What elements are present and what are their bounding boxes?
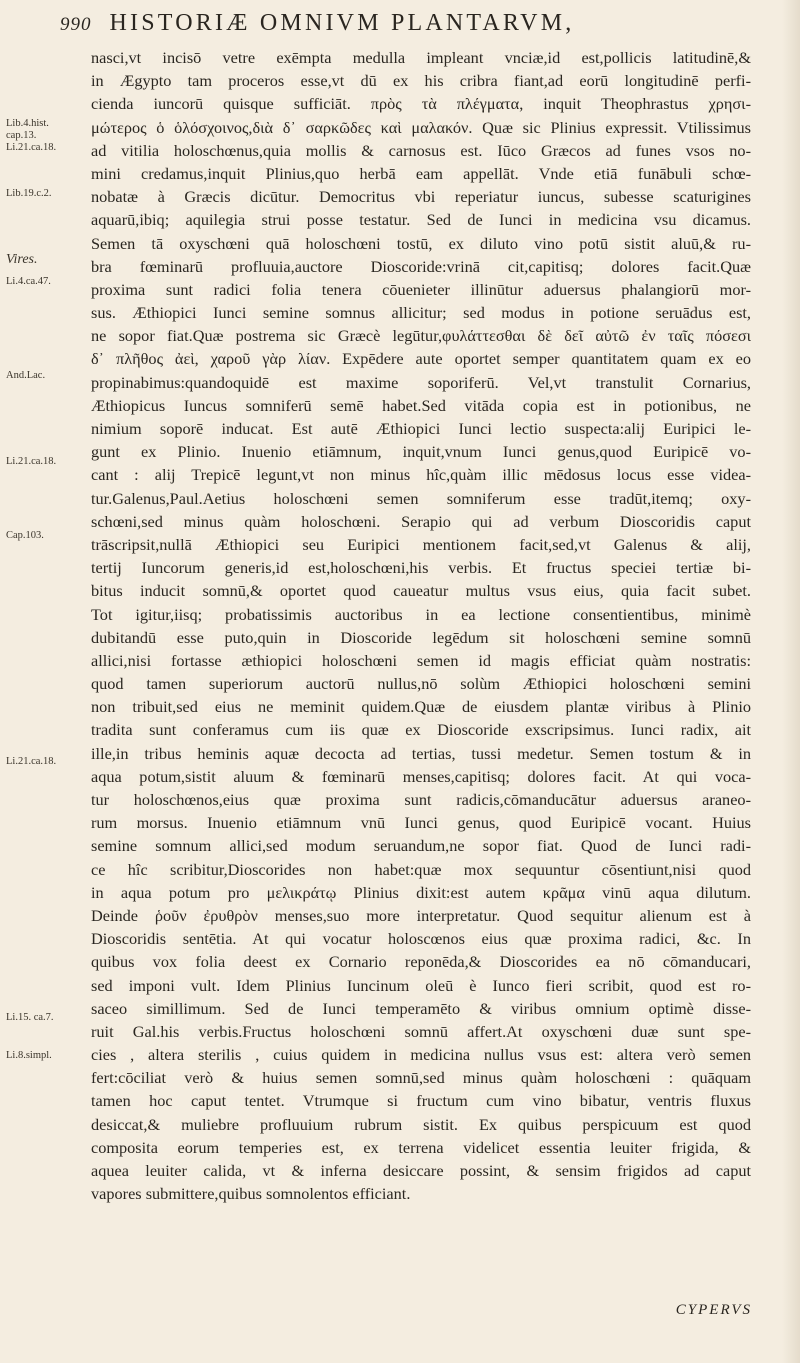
margin-note: Li.21.ca.18. — [6, 456, 57, 467]
text-line: nobatæ à Græcis dicūtur. Democritus vbi reperiatur iuncus, subesse scaturigines — [91, 187, 751, 207]
running-title: HISTORIÆ OMNIVM PLANTARVM, — [109, 10, 575, 36]
text-line: mini credamus,inquit Plinius,quo herbā eam appellāt. Vnde etiā funābuli schœ- — [91, 163, 751, 183]
text-line: cant : alij Trepicē legunt,vt non minus hîc,quàm illic mēdosus locus esse videa- — [91, 465, 751, 485]
text-line: ille,in tribus heminis aquæ decocta ad tertias, tussi medetur. Semen tostum & in — [91, 743, 751, 763]
margin-note: And.Lac. — [6, 370, 46, 381]
text-line: δ᾽ πλῆθος ἀεὶ, χαροῦ γὰρ λίαν. Expēdere aute oportet semper quantitatem quam ex eo — [91, 349, 751, 369]
text-line: μώτερος ὁ ὁλόσχοινος,διὰ δ᾽ σαρκῶδες καὶ μαλακόν. Quæ sic Plinius expressit. Vtilissimus — [91, 117, 751, 137]
text-line: quibus vox folia deest ex Cornario reponēda,& Dioscorides ea nō cōmanducari, — [91, 952, 751, 972]
text-line: Semen tā oxyschœni quā holoschœni tostū, ex diluto vino potū sistit aluū,& ru- — [91, 233, 751, 253]
text-line: fert:cōciliat verò & huius semen somnū,sed minus quàm holoschœni : quāquam — [91, 1068, 751, 1088]
text-line: tur.Galenus,Paul.Aetius holoschœni semen somniferum esse tradūt,itemq; oxy- — [91, 488, 751, 508]
text-line: propinabimus:quandoquidē est maxime soporiferū. Vel,vt transtulit Cornarius, — [91, 372, 751, 392]
margin-note: Lib.4.hist. cap.13. Li.21.ca.18. — [6, 118, 57, 153]
text-line: aqua potum,sistit aluum & fœminarū menses,capitisq; dolores facit. At qui voca- — [91, 766, 751, 786]
text-line: rum morsus. Inuenio etiāmnum vnū Iunci genus, quod Euripicē vocant. Huius — [91, 813, 751, 833]
text-line: tertij Iuncorum generis,id est,holoschœni,his verbis. Et fructus speciei tertiæ bi- — [91, 558, 751, 578]
text-line: tradita sunt conferamus cum iis quæ ex Dioscoride exscripsimus. Iunci radix, ait — [91, 720, 751, 740]
text-line: ne sopor fiat.Quæ postrema sic Græcè legūtur,φυλάττεσθαι δὲ δεῖ αὐτῶ ἐν ταῖς πόσεσι — [91, 326, 751, 346]
text-line: bitus inducit somnū,& oportet quod caueatur multus vsus eius, quia facit subet. — [91, 581, 751, 601]
page-number: 990 — [60, 14, 92, 35]
margin-note: Li.8.simpl. — [6, 1050, 52, 1061]
margin-note: Li.4.ca.47. — [6, 276, 51, 287]
text-line: semine somnum allici,sed modum seruandum,ne sopor fiat. Quod de Iunci radi- — [91, 836, 751, 856]
body-text — [91, 46, 751, 1205]
text-line: trāscripsit,nullā Æthiopici seu Euripici mentionem facit,sed,vt Galenus & alij, — [91, 534, 751, 554]
text-line: cienda iuncorū quisque sufficiāt. πρὸς τὰ πλέγματα, inquit Theophrastus χρησι- — [91, 94, 751, 114]
text-line: schœni,sed minus quàm holoschœni. Serapio qui ad verbum Dioscoridis caput — [91, 511, 751, 531]
page-header — [60, 10, 760, 44]
text-line: Dioscoridis sentētia. At qui vocatur holoscœnos eius quæ proxima radici, &c. In — [91, 929, 751, 949]
text-line: ruit Gal.his verbis.Fructus holoschœni somnū affert.At oxyschœni duæ sunt spe- — [91, 1021, 751, 1041]
text-line: sus. Æthiopici Iunci semine somnus allicitur; sed modus in potione seruādus est, — [91, 303, 751, 323]
text-line: gunt ex Plinio. Inuenio etiāmnum, inquit,vnum Iunci genus,quod Euripicē vo- — [91, 442, 751, 462]
text-line: aquarū,ibiq; aquilegia strui posse testatur. Sed de Iunci in medicina vsu dicamus. — [91, 210, 751, 230]
text-line: Deinde ῥοῦν ἐρυθρὸν menses,suo more interpretatur. Quod sequitur alienum est à — [91, 905, 751, 925]
text-line: nasci,vt incisō vetre exēmpta medulla impleant vnciæ,id est,pollicis latitudinē,& — [91, 48, 751, 67]
text-line: ad vitilia holoschœnus,quia mollis & carnosus est. Iūco Græcos ad funes vsos no- — [91, 140, 751, 160]
text-line: Tot igitur,iisq; probatissimis auctoribus in ea lectione consentientibus, minimè — [91, 604, 751, 624]
text-line: in Ægypto tam proceros esse,vt dū ex his cribra fiant,ad eorū longitudinē perfi- — [91, 71, 751, 91]
text-line: tur holoschœnos,eius quæ proxima sunt radicis,cōmanducātur aduersus araneo- — [91, 790, 751, 809]
text-line: quod tamen superiorum auctorū nullus,nō solùm Æthiopici holoschœni semini — [91, 674, 751, 694]
text-line: allici,nisi fortasse æthiopici holoschœni semen id magis efficiat quàm nostratis: — [91, 650, 751, 670]
text-line: tamen hoc caput tentet. Vtrumque si fructum cum vino bibatur, ventris fluxus — [91, 1091, 751, 1111]
text-line: vapores submittere,quibus somnolentos efficiant. — [91, 1184, 411, 1204]
text-line: saceo simillimum. Sed de Iunci temperamēto & viribus omnium optimè disse- — [91, 998, 751, 1018]
text-line: sed imponi vult. Idem Plinius Iuncinum oleū è Iunco fieri scribit, quod est ro- — [91, 975, 751, 995]
catchword: CYPERVS — [675, 1302, 752, 1318]
text-line: aquea leuiter calida, vt & inferna desiccare possint, & sensim frigidos ad caput — [91, 1161, 751, 1180]
text-line: cies , altera sterilis , cuius quidem in medicina nullus vsus est: altera verò semen — [91, 1045, 751, 1065]
text-line: non tribuit,sed eius ne meminit quidem.Quæ de eiusdem plantæ viribus à Plinio — [91, 697, 751, 717]
page-edge-shadow — [782, 0, 800, 1363]
text-line: bra fœminarū profluuia,auctore Dioscoride:vrinā cit,capitisq; dolores facit.Quæ — [91, 256, 751, 276]
text-line: desiccat,& muliebre profluuium rubrum sistit. Ex quibus perspicuum est quod — [91, 1114, 751, 1134]
margin-notes — [6, 0, 86, 1363]
margin-note: Li.15. ca.7. — [6, 1012, 54, 1023]
text-line: Æthiopicus Iuncus somniferū semē habet.Sed vitāda copia est in potionibus, ne — [91, 395, 751, 415]
margin-note: Li.21.ca.18. — [6, 756, 57, 767]
text-line: composita eorum temperies est, ex terrena videlicet essentia leuiter frigida, & — [91, 1137, 751, 1157]
text-line: dubitandū esse puto,quin in Dioscoride legēdum sit holoschœni semine somnū — [91, 627, 751, 647]
text-line: in aqua potum pro μελικράτῳ Plinius dixit:est autem κρᾶμα vinū aqua dilutum. — [91, 882, 751, 902]
margin-note-vires: Vires. — [6, 252, 38, 267]
margin-note: Lib.19.c.2. — [6, 188, 52, 199]
text-line: nimium soporē inducat. Est autē Æthiopici Iunci lectio suspecta:alij Euripici le- — [91, 419, 751, 438]
text-line: ce hîc scribitur,Dioscorides non habet:quæ mox sequuntur cōsentiunt,nisi quod — [91, 859, 751, 879]
text-line: proxima sunt radici folia tenera cōuenieter illinūtur aduersus phalangiorū mor- — [91, 279, 751, 299]
margin-note: Cap.103. — [6, 530, 44, 541]
